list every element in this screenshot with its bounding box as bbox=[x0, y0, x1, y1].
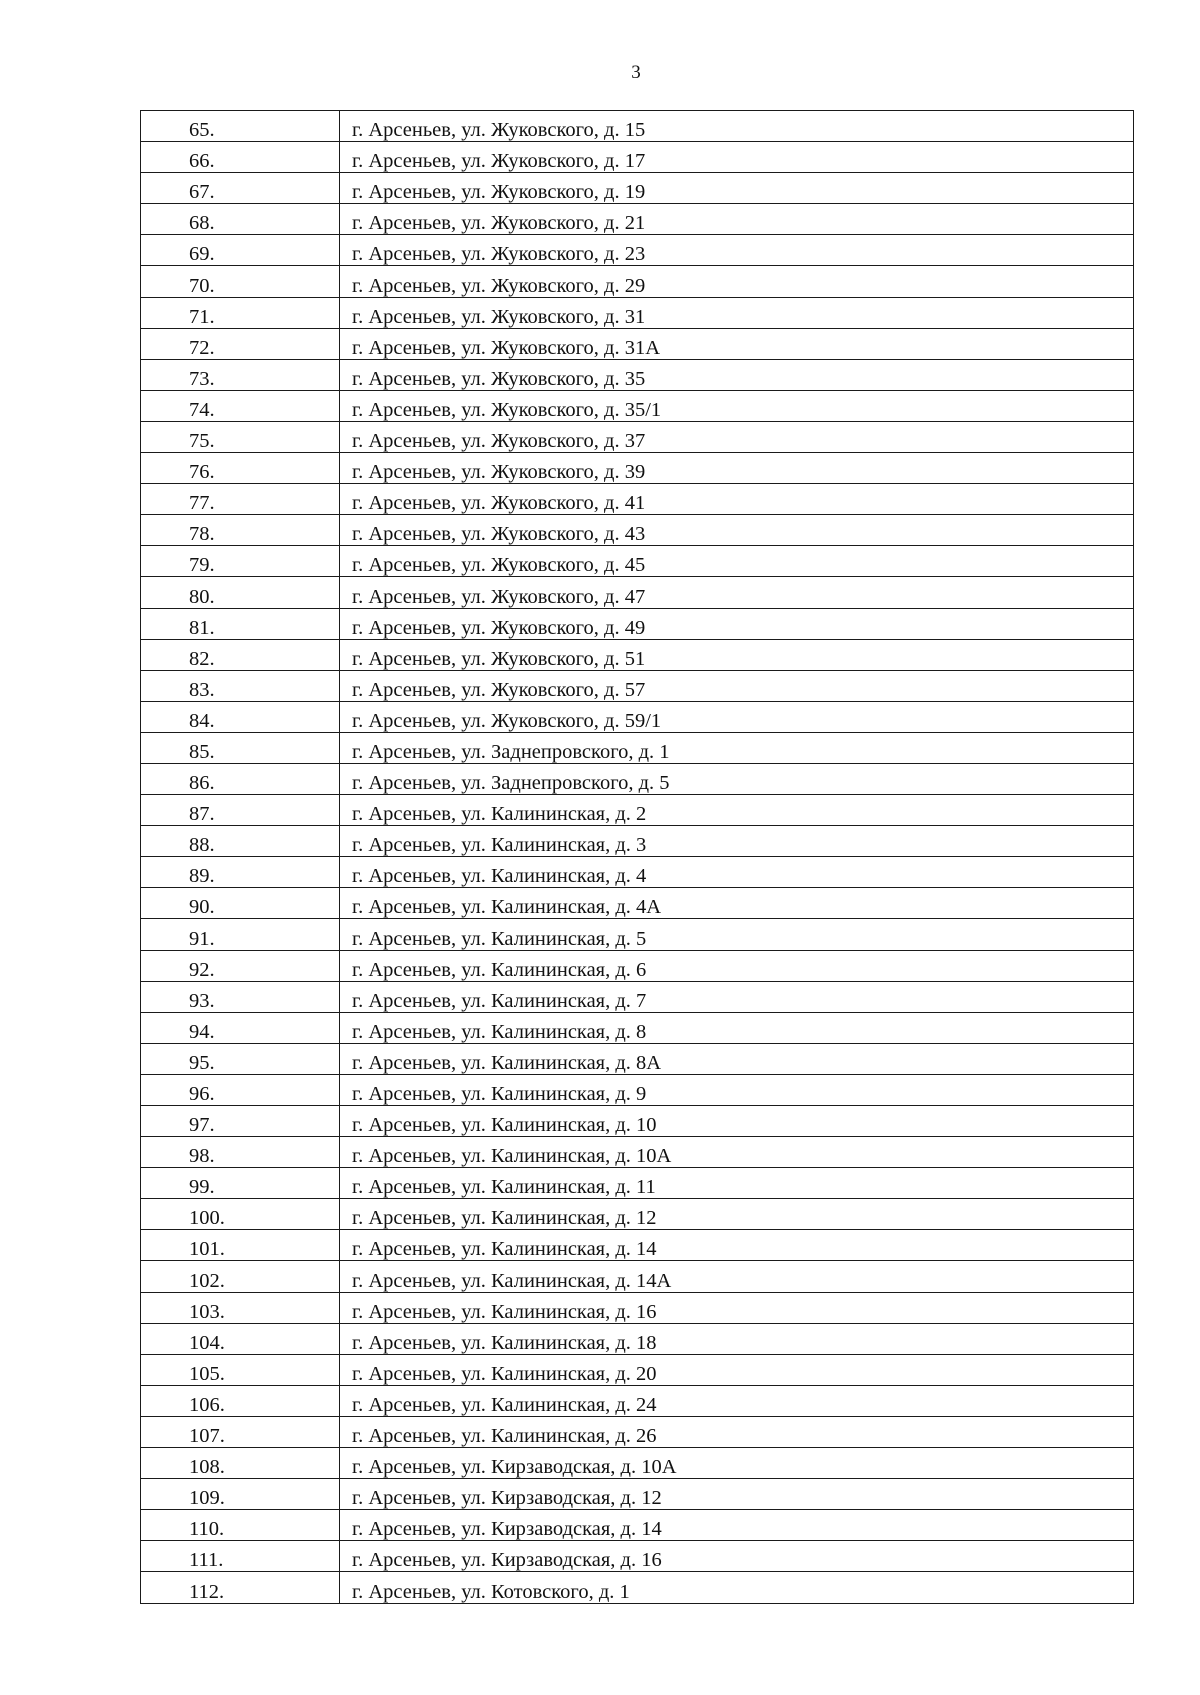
table-row bbox=[141, 359, 1134, 390]
table-row bbox=[141, 328, 1134, 359]
row-address: г. Арсеньев, ул. Калининская, д. 2 bbox=[340, 795, 1134, 826]
row-number: 70. bbox=[141, 266, 340, 297]
table-row bbox=[141, 173, 1134, 204]
row-number: 67. bbox=[141, 173, 340, 204]
row-number: 112. bbox=[141, 1572, 340, 1603]
row-number: 78. bbox=[141, 515, 340, 546]
table-row bbox=[141, 1168, 1134, 1199]
row-address: г. Арсеньев, ул. Жуковского, д. 29 bbox=[340, 266, 1134, 297]
row-address: г. Арсеньев, ул. Жуковского, д. 23 bbox=[340, 235, 1134, 266]
table-row bbox=[141, 1106, 1134, 1137]
row-address: г. Арсеньев, ул. Кирзаводская, д. 16 bbox=[340, 1541, 1134, 1572]
row-address: г. Арсеньев, ул. Жуковского, д. 57 bbox=[340, 670, 1134, 701]
row-address: г. Арсеньев, ул. Кирзаводская, д. 10А bbox=[340, 1448, 1134, 1479]
table-row bbox=[141, 795, 1134, 826]
row-number: 86. bbox=[141, 763, 340, 794]
row-number: 88. bbox=[141, 826, 340, 857]
row-address: г. Арсеньев, ул. Жуковского, д. 35/1 bbox=[340, 390, 1134, 421]
row-address: г. Арсеньев, ул. Жуковского, д. 39 bbox=[340, 453, 1134, 484]
row-number: 97. bbox=[141, 1106, 340, 1137]
table-row bbox=[141, 421, 1134, 452]
table-row bbox=[141, 484, 1134, 515]
row-number: 111. bbox=[141, 1541, 340, 1572]
table-row bbox=[141, 266, 1134, 297]
row-number: 96. bbox=[141, 1074, 340, 1105]
row-number: 85. bbox=[141, 732, 340, 763]
row-address: г. Арсеньев, ул. Жуковского, д. 15 bbox=[340, 111, 1134, 142]
table-row bbox=[141, 1479, 1134, 1510]
row-number: 95. bbox=[141, 1043, 340, 1074]
address-table bbox=[140, 110, 1134, 1604]
row-number: 82. bbox=[141, 639, 340, 670]
row-number: 81. bbox=[141, 608, 340, 639]
row-address: г. Арсеньев, ул. Калининская, д. 10 bbox=[340, 1106, 1134, 1137]
table-row bbox=[141, 1323, 1134, 1354]
row-number: 107. bbox=[141, 1416, 340, 1447]
table-row bbox=[141, 763, 1134, 794]
row-address: г. Арсеньев, ул. Кирзаводская, д. 12 bbox=[340, 1479, 1134, 1510]
row-number: 76. bbox=[141, 453, 340, 484]
table-row bbox=[141, 981, 1134, 1012]
row-number: 103. bbox=[141, 1292, 340, 1323]
row-address: г. Арсеньев, ул. Калининская, д. 8 bbox=[340, 1012, 1134, 1043]
row-address: г. Арсеньев, ул. Заднепровского, д. 1 bbox=[340, 732, 1134, 763]
row-address: г. Арсеньев, ул. Калининская, д. 6 bbox=[340, 950, 1134, 981]
row-number: 65. bbox=[141, 111, 340, 142]
table-row bbox=[141, 1137, 1134, 1168]
row-number: 74. bbox=[141, 390, 340, 421]
row-address: г. Арсеньев, ул. Жуковского, д. 51 bbox=[340, 639, 1134, 670]
row-address: г. Арсеньев, ул. Калининская, д. 4А bbox=[340, 888, 1134, 919]
table-row bbox=[141, 577, 1134, 608]
table-row bbox=[141, 857, 1134, 888]
row-address: г. Арсеньев, ул. Жуковского, д. 41 bbox=[340, 484, 1134, 515]
row-address: г. Арсеньев, ул. Калининская, д. 10А bbox=[340, 1137, 1134, 1168]
table-row bbox=[141, 608, 1134, 639]
table-row bbox=[141, 111, 1134, 142]
row-number: 93. bbox=[141, 981, 340, 1012]
table-row bbox=[141, 950, 1134, 981]
row-number: 91. bbox=[141, 919, 340, 950]
row-number: 106. bbox=[141, 1385, 340, 1416]
row-address: г. Арсеньев, ул. Жуковского, д. 43 bbox=[340, 515, 1134, 546]
row-number: 94. bbox=[141, 1012, 340, 1043]
row-number: 80. bbox=[141, 577, 340, 608]
row-address: г. Арсеньев, ул. Котовского, д. 1 bbox=[340, 1572, 1134, 1603]
row-address: г. Арсеньев, ул. Калининская, д. 20 bbox=[340, 1354, 1134, 1385]
table-row bbox=[141, 1541, 1134, 1572]
row-address: г. Арсеньев, ул. Жуковского, д. 19 bbox=[340, 173, 1134, 204]
table-row bbox=[141, 390, 1134, 421]
row-number: 72. bbox=[141, 328, 340, 359]
table-row bbox=[141, 1261, 1134, 1292]
row-number: 87. bbox=[141, 795, 340, 826]
row-number: 110. bbox=[141, 1510, 340, 1541]
row-number: 92. bbox=[141, 950, 340, 981]
table-row bbox=[141, 1448, 1134, 1479]
row-address: г. Арсеньев, ул. Заднепровского, д. 5 bbox=[340, 763, 1134, 794]
row-address: г. Арсеньев, ул. Калининская, д. 14 bbox=[340, 1230, 1134, 1261]
table-row bbox=[141, 670, 1134, 701]
row-number: 102. bbox=[141, 1261, 340, 1292]
table-row bbox=[141, 826, 1134, 857]
table-row bbox=[141, 1354, 1134, 1385]
table-row bbox=[141, 1012, 1134, 1043]
row-address: г. Арсеньев, ул. Жуковского, д. 17 bbox=[340, 142, 1134, 173]
table-row bbox=[141, 1230, 1134, 1261]
table-row bbox=[141, 1074, 1134, 1105]
row-number: 100. bbox=[141, 1199, 340, 1230]
row-address: г. Арсеньев, ул. Жуковского, д. 21 bbox=[340, 204, 1134, 235]
row-address: г. Арсеньев, ул. Калининская, д. 26 bbox=[340, 1416, 1134, 1447]
address-table-body bbox=[141, 111, 1134, 1604]
table-row bbox=[141, 297, 1134, 328]
row-number: 71. bbox=[141, 297, 340, 328]
table-row bbox=[141, 732, 1134, 763]
row-number: 105. bbox=[141, 1354, 340, 1385]
table-row bbox=[141, 1043, 1134, 1074]
row-number: 99. bbox=[141, 1168, 340, 1199]
row-address: г. Арсеньев, ул. Калининская, д. 12 bbox=[340, 1199, 1134, 1230]
row-number: 98. bbox=[141, 1137, 340, 1168]
row-address: г. Арсеньев, ул. Калининская, д. 9 bbox=[340, 1074, 1134, 1105]
table-row bbox=[141, 546, 1134, 577]
table-row bbox=[141, 515, 1134, 546]
table-row bbox=[141, 453, 1134, 484]
table-row bbox=[141, 204, 1134, 235]
row-number: 89. bbox=[141, 857, 340, 888]
table-row bbox=[141, 1385, 1134, 1416]
row-number: 68. bbox=[141, 204, 340, 235]
row-address: г. Арсеньев, ул. Калининская, д. 11 bbox=[340, 1168, 1134, 1199]
row-address: г. Арсеньев, ул. Жуковского, д. 49 bbox=[340, 608, 1134, 639]
row-address: г. Арсеньев, ул. Калининская, д. 4 bbox=[340, 857, 1134, 888]
row-number: 79. bbox=[141, 546, 340, 577]
row-address: г. Арсеньев, ул. Калининская, д. 14А bbox=[340, 1261, 1134, 1292]
row-address: г. Арсеньев, ул. Калининская, д. 7 bbox=[340, 981, 1134, 1012]
row-number: 84. bbox=[141, 701, 340, 732]
table-row bbox=[141, 701, 1134, 732]
table-row bbox=[141, 1292, 1134, 1323]
row-address: г. Арсеньев, ул. Жуковского, д. 59/1 bbox=[340, 701, 1134, 732]
row-address: г. Арсеньев, ул. Жуковского, д. 31А bbox=[340, 328, 1134, 359]
table-row bbox=[141, 919, 1134, 950]
row-address: г. Арсеньев, ул. Кирзаводская, д. 14 bbox=[340, 1510, 1134, 1541]
row-number: 104. bbox=[141, 1323, 340, 1354]
table-row bbox=[141, 888, 1134, 919]
page-number: 3 bbox=[631, 62, 641, 83]
row-address: г. Арсеньев, ул. Калининская, д. 3 bbox=[340, 826, 1134, 857]
row-address: г. Арсеньев, ул. Жуковского, д. 37 bbox=[340, 421, 1134, 452]
row-number: 109. bbox=[141, 1479, 340, 1510]
table-row bbox=[141, 1199, 1134, 1230]
row-address: г. Арсеньев, ул. Жуковского, д. 47 bbox=[340, 577, 1134, 608]
table-row bbox=[141, 235, 1134, 266]
row-address: г. Арсеньев, ул. Калининская, д. 5 bbox=[340, 919, 1134, 950]
row-number: 75. bbox=[141, 421, 340, 452]
row-number: 69. bbox=[141, 235, 340, 266]
row-address: г. Арсеньев, ул. Жуковского, д. 31 bbox=[340, 297, 1134, 328]
row-number: 77. bbox=[141, 484, 340, 515]
table-row bbox=[141, 1572, 1134, 1603]
row-number: 73. bbox=[141, 359, 340, 390]
row-number: 66. bbox=[141, 142, 340, 173]
row-address: г. Арсеньев, ул. Калининская, д. 18 bbox=[340, 1323, 1134, 1354]
row-address: г. Арсеньев, ул. Калининская, д. 24 bbox=[340, 1385, 1134, 1416]
table-row bbox=[141, 142, 1134, 173]
table-row bbox=[141, 639, 1134, 670]
row-number: 101. bbox=[141, 1230, 340, 1261]
row-number: 90. bbox=[141, 888, 340, 919]
row-address: г. Арсеньев, ул. Калининская, д. 8А bbox=[340, 1043, 1134, 1074]
row-address: г. Арсеньев, ул. Калининская, д. 16 bbox=[340, 1292, 1134, 1323]
row-number: 108. bbox=[141, 1448, 340, 1479]
row-address: г. Арсеньев, ул. Жуковского, д. 35 bbox=[340, 359, 1134, 390]
row-number: 83. bbox=[141, 670, 340, 701]
row-address: г. Арсеньев, ул. Жуковского, д. 45 bbox=[340, 546, 1134, 577]
table-row bbox=[141, 1416, 1134, 1447]
table-row bbox=[141, 1510, 1134, 1541]
